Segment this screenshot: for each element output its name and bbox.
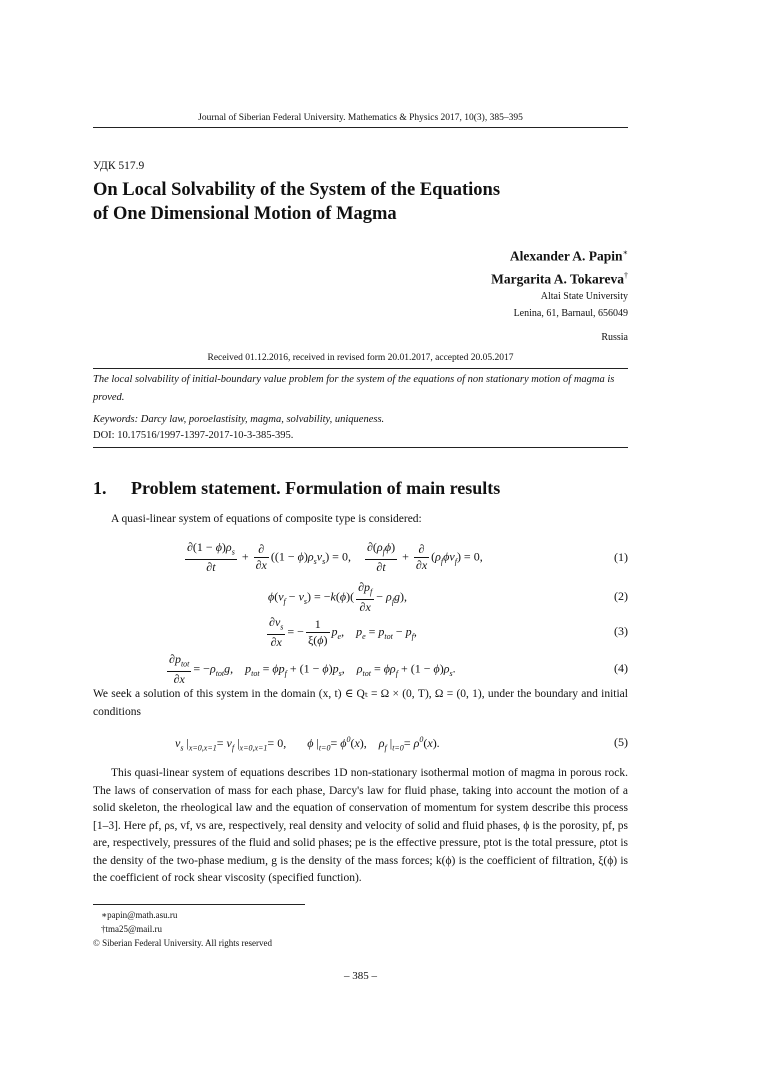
affiliation-address: Lenina, 61, Barnaul, 656049 [513, 308, 628, 319]
equation-5: $v_s$ $|_{x=0,x=1}= v_f$ $|_{x=0,x=1}= 0$, ϕ $|_{t=0}= \phi^0(x)$, $\rho_f$ $|_{t=0}= \rho^0(x)$. (5) [175, 735, 628, 753]
footnote-email-1: ∗papin@math.asu.ru [101, 910, 178, 920]
footnotes [93, 908, 272, 950]
equation-number-4: (4) [614, 661, 628, 675]
keywords-rule [93, 447, 628, 448]
header-rule [93, 127, 628, 128]
equation-number-3: (3) [614, 624, 628, 638]
author-1: Alexander A. Papin∗ [509, 248, 628, 264]
copyright-note: © Siberian Federal University. All rights reserved [93, 938, 272, 948]
equation-2: $\phi(v_f - v_s) = -k(\phi)$( $\frac{\partial p_f}{\partial x}$ − $\rho_fg$), (2) [268, 580, 628, 615]
page-number: – 385 – [344, 970, 377, 982]
udk-code: УДК 517.9 [93, 160, 145, 172]
keywords-text: Darcy law, poroelastisity, magma, solvability, uniqueness. [140, 414, 385, 425]
footnote-rule [93, 904, 305, 905]
affiliation-university: Altai State University [540, 291, 628, 302]
equation-4: $\frac{\partial p_{tot}}{\partial x}$ = $-\rho_{tot}g$, $p_{tot} = \phi p_f + (1 - \phi)p_s$, $\rho_{tot} = \phi\rho_f + (1 - \phi)\rho_s$. (4) [169, 652, 628, 687]
keywords-label: Keywords: [93, 414, 139, 425]
abstract-rule [93, 368, 628, 369]
affiliation-country: Russia [601, 332, 628, 343]
section-number: 1. [93, 478, 107, 498]
equation-3: $\frac{\partial v_s}{\partial x}$ = − $\frac{1}{\xi(\phi)}$ $p_e$, $p_e = p_{tot} - p_f$, (3) [269, 615, 628, 650]
doi: DOI: 10.17516/1997-1397-2017-10-3-385-395. [93, 430, 294, 441]
equation-number-2: (2) [614, 589, 628, 603]
section-heading [93, 478, 500, 499]
equation-number-5: (5) [614, 735, 628, 749]
title-line-2: of One Dimensional Motion of Magma [93, 204, 397, 224]
section-title: Problem statement. Formulation of main results [131, 478, 501, 498]
authors-block [491, 243, 628, 346]
running-head: Journal of Siberian Federal University. Mathematics & Physics 2017, 10(3), 385–395 [198, 113, 523, 123]
received-dates: Received 01.12.2016, received in revised form 20.01.2017, accepted 20.05.2017 [207, 353, 514, 363]
intro-sentence: A quasi-linear system of equations of composite type is considered: [111, 513, 422, 525]
abstract: The local solvability of initial-boundary value problem for the system of the equations of non stationary motion of magma is proved. [93, 374, 615, 403]
domain-text: We seek a solution of this system in the domain (x, t) ∈ Qₜ = Ω × (0, T), Ω = (0, 1), under the boundary and initial conditions [93, 688, 628, 718]
keywords-block [93, 412, 628, 444]
equation-number-1: (1) [614, 550, 628, 564]
author-2: Margarita A. Tokareva† [491, 270, 628, 286]
footnote-email-2: †tma25@mail.ru [101, 924, 163, 934]
paper-title [93, 178, 628, 226]
body-paragraph: This quasi-linear system of equations describes 1D non-stationary isothermal motion of magma in porous rock. The laws of conservation of mass for each phase, Darcy's law for fluid phase, taking into account the motion of a solid skeleton, the rheological law and the equation of conservation of momentum for system describe this process [1–3]. Here ρf, ρs, vf, vs are, respectively, real density and velocity of solid and fluid phases, ϕ is the porosity, pf, ps are, respectively, pressures of the fluid and solid phases; pe is the effective pressure, ptot is the total pressure, ρtot is the density of the two-phase medium, g is the density of the mass forces; k(ϕ) is the coefficient of filtration, ξ(ϕ) is the coefficient of rock shear viscosity (specified function). [93, 767, 628, 884]
equation-1: $\frac{\partial(1 - \phi)\rho_s}{\partial t}$ + $\frac{\partial}{\partial x}$ $((1 - \phi)\rho_sv_s) = 0$, $\frac{\partial(\rho_f\phi)}{\partial t}$ + $\frac{\partial}{\partial x}$ $(\rho_f\phi v_f) = 0$, (1) [187, 540, 628, 575]
title-line-1: On Local Solvability of the System of the Equations [93, 180, 501, 200]
